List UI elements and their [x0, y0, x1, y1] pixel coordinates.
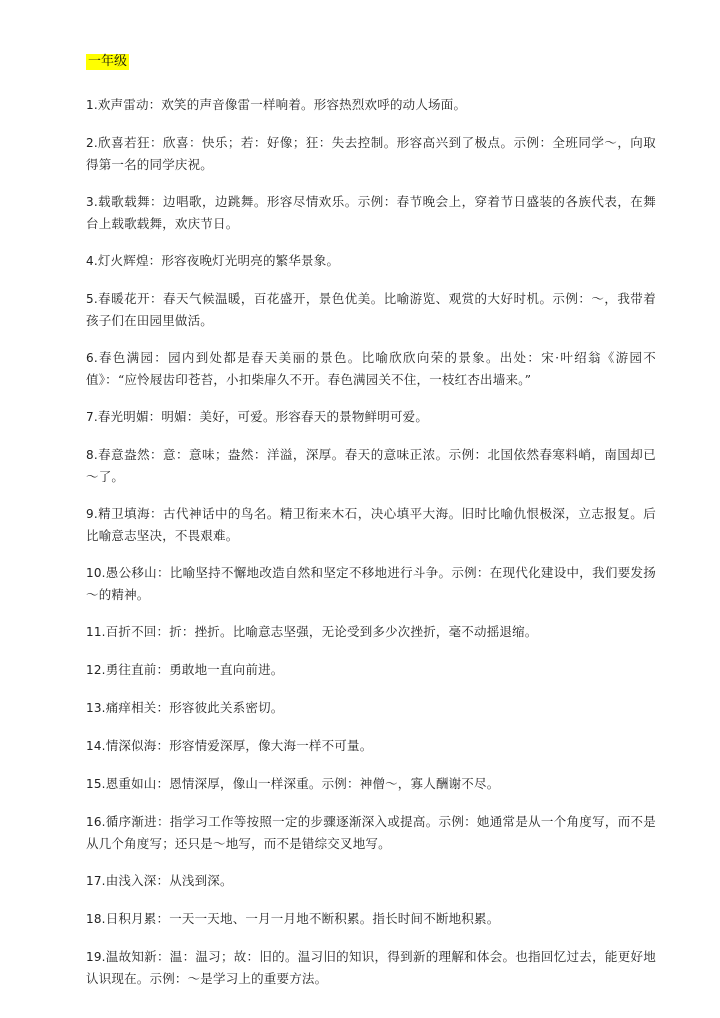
entry-number: 18. — [86, 912, 106, 926]
entry-text: 情深似海：形容情爱深厚，像大海一样不可量。 — [105, 738, 373, 753]
entry-number: 11. — [86, 625, 106, 639]
entry-text: 愚公移山：比喻坚持不懈地改造自然和坚定不移地进行斗争。示例：在现代化建设中，我们要发扬～的精神。 — [86, 565, 656, 602]
entry-number: 4. — [86, 254, 98, 268]
entry-number: 13. — [86, 701, 106, 715]
entry-number: 15. — [86, 777, 106, 791]
entry-number: 1. — [86, 98, 98, 112]
idiom-entry — [86, 773, 656, 795]
idiom-entry — [86, 288, 656, 331]
entry-text: 日积月累：一天一天地、一月一月地不断积累。指长时间不断地积累。 — [105, 911, 500, 926]
entry-text: 百折不回：折：挫折。比喻意志坚强，无论受到多少次挫折，毫不动摇退缩。 — [105, 624, 538, 639]
idiom-entry — [86, 621, 656, 643]
entry-text: 春色满园：园内到处都是春天美丽的景色。比喻欣欣向荣的景象。出处：宋·叶绍翁《游园不值》：“应怜屐齿印苍苔，小扣柴扉久不开。春色满园关不住，一枝红杏出墙来。” — [86, 350, 656, 387]
entry-text: 灯火辉煌：形容夜晚灯光明亮的繁华景象。 — [97, 253, 340, 268]
entry-number: 16. — [86, 815, 106, 829]
entry-number: 14. — [86, 739, 106, 753]
entry-text: 春光明媚：明媚：美好，可爱。形容春天的景物鲜明可爱。 — [97, 409, 429, 424]
entry-text: 精卫填海：古代神话中的鸟名。精卫衔来木石，决心填平大海。旧时比喻仇恨极深，立志报复。后比喻意志坚决，不畏艰难。 — [86, 506, 656, 543]
idiom-entry — [86, 503, 656, 546]
idiom-entry — [86, 697, 656, 719]
entry-number: 6. — [86, 351, 98, 365]
idiom-entry — [86, 191, 656, 234]
entry-text: 痛痒相关：形容彼此关系密切。 — [105, 700, 284, 715]
entry-number: 12. — [86, 663, 106, 677]
document-page — [86, 50, 656, 1005]
entry-text: 恩重如山：恩情深厚，像山一样深重。示例：神僧～，寡人酬谢不尽。 — [105, 776, 500, 791]
idiom-entry — [86, 735, 656, 757]
idiom-entry — [86, 811, 656, 854]
grade-heading: 一年级 — [88, 54, 128, 69]
idiom-entry — [86, 250, 656, 272]
idiom-entry — [86, 347, 656, 390]
entry-number: 8. — [86, 448, 98, 462]
idiom-entry — [86, 908, 656, 930]
entry-number: 17. — [86, 874, 106, 888]
entry-text: 载歌载舞：边唱歌，边跳舞。形容尽情欢乐。示例：春节晚会上，穿着节日盛装的各族代表，在舞台上载歌载舞，欢庆节日。 — [86, 194, 656, 231]
idiom-entry — [86, 406, 656, 428]
entry-text: 由浅入深：从浅到深。 — [105, 873, 233, 888]
idiom-list — [86, 94, 656, 989]
entry-text: 勇往直前：勇敢地一直向前进。 — [105, 662, 284, 677]
entry-text: 欢声雷动：欢笑的声音像雷一样响着。形容热烈欢呼的动人场面。 — [97, 97, 467, 112]
entry-number: 9. — [86, 507, 98, 521]
entry-text: 欣喜若狂：欣喜：快乐；若：好像；狂：失去控制。形容高兴到了极点。示例：全班同学～，向取得第一名的同学庆祝。 — [86, 135, 656, 172]
entry-number: 7. — [86, 410, 98, 424]
entry-number: 5. — [86, 292, 98, 306]
entry-number: 10. — [86, 566, 106, 580]
entry-number: 2. — [86, 136, 98, 150]
idiom-entry — [86, 946, 656, 989]
idiom-entry — [86, 132, 656, 175]
idiom-entry — [86, 444, 656, 487]
idiom-entry — [86, 659, 656, 681]
entry-text: 春暖花开：春天气候温暖，百花盛开，景色优美。比喻游览、观赏的大好时机。示例：～，我带着孩子们在田园里做活。 — [86, 291, 656, 328]
entry-number: 3. — [86, 195, 98, 209]
entry-text: 温故知新：温：温习；故：旧的。温习旧的知识，得到新的理解和体会。也指回忆过去，能更好地认识现在。示例：～是学习上的重要方法。 — [86, 949, 656, 986]
idiom-entry — [86, 870, 656, 892]
entry-text: 春意盎然：意：意味；盎然：洋溢，深厚。春天的意味正浓。示例：北国依然春寒料峭，南国却已～了。 — [86, 447, 656, 484]
idiom-entry — [86, 562, 656, 605]
idiom-entry — [86, 94, 656, 116]
entry-text: 循序渐进：指学习工作等按照一定的步骤逐渐深入或提高。示例：她通常是从一个角度写，而不是从几个角度写；还只是～地写，而不是错综交叉地写。 — [86, 814, 656, 851]
entry-number: 19. — [86, 950, 106, 964]
